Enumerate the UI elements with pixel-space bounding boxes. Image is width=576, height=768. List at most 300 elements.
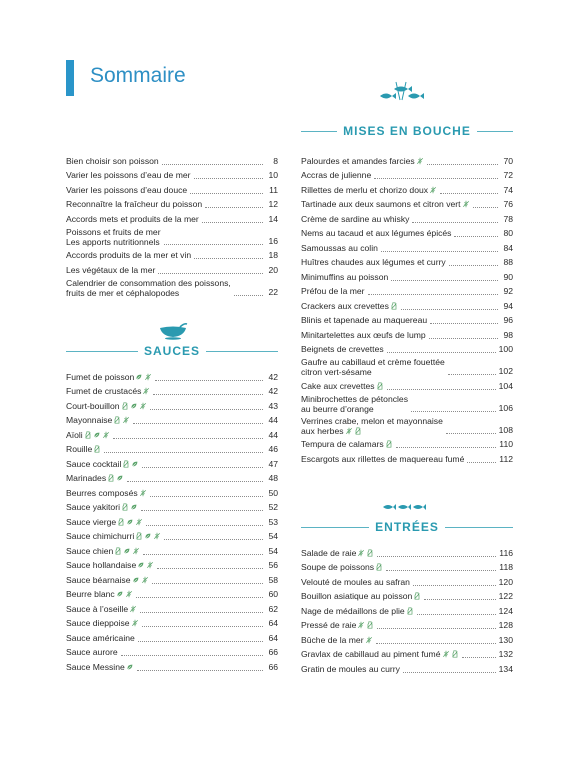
no-lactose-icon bbox=[121, 503, 129, 511]
dot-leader bbox=[401, 309, 498, 310]
toc-entry bbox=[301, 647, 513, 662]
toc-entry-page: 42 bbox=[268, 371, 278, 382]
dot-leader bbox=[164, 539, 263, 540]
toc-entry-page: 96 bbox=[503, 315, 513, 325]
toc-entry bbox=[66, 277, 278, 299]
sauces-heading bbox=[66, 344, 278, 358]
heading-rule bbox=[66, 351, 138, 352]
toc-entry-page: 44 bbox=[268, 415, 278, 425]
entrees-section bbox=[301, 545, 513, 676]
no-lactose-icon bbox=[366, 621, 374, 629]
no-lactose-icon bbox=[413, 592, 421, 600]
no-gluten-icon bbox=[416, 157, 424, 165]
dot-leader bbox=[138, 641, 263, 642]
dot-leader bbox=[121, 655, 263, 656]
toc-entry-label: Bien choisir son poisson bbox=[66, 155, 159, 166]
toc-entry-label: Nems au tacaud et aux légumes épicés bbox=[301, 228, 452, 238]
toc-entry-label: Minimuffins au poisson bbox=[301, 271, 389, 282]
sauces-heading-text: SAUCES bbox=[144, 344, 201, 358]
toc-entry-page: 110 bbox=[499, 439, 513, 449]
dot-leader bbox=[427, 164, 498, 165]
dot-leader bbox=[133, 423, 263, 424]
toc-entry-page: 16 bbox=[268, 235, 278, 246]
toc-entry bbox=[301, 298, 513, 313]
toc-entry bbox=[66, 211, 278, 226]
toc-entry bbox=[301, 168, 513, 183]
toc-entry-page: 22 bbox=[268, 286, 278, 297]
no-gluten-icon bbox=[144, 373, 152, 381]
toc-entry-label: Sauce Messine bbox=[66, 662, 134, 673]
dot-leader bbox=[391, 280, 498, 281]
toc-entry-label: Nage de médaillons de plie bbox=[301, 606, 414, 617]
dot-leader bbox=[377, 628, 495, 629]
toc-entry bbox=[66, 442, 278, 457]
leaf-icon bbox=[144, 532, 152, 540]
entrees-heading bbox=[301, 520, 513, 534]
toc-entry-label: Reconnaître la fraîcheur du poisson bbox=[66, 199, 203, 209]
dot-leader bbox=[150, 409, 263, 410]
dot-leader bbox=[113, 438, 263, 439]
heading-rule bbox=[477, 131, 513, 132]
dot-leader bbox=[386, 570, 496, 571]
toc-entry-label: Verrines crabe, melon et mayonnaise aux herbes bbox=[301, 415, 443, 436]
dot-leader bbox=[462, 657, 496, 658]
toc-entry bbox=[66, 543, 278, 558]
dot-leader bbox=[413, 585, 496, 586]
toc-entry-label: Aïoli bbox=[66, 430, 110, 441]
toc-entry-label: Minitartelettes aux œufs de lump bbox=[301, 329, 426, 340]
toc-entry-page: 80 bbox=[503, 228, 513, 238]
page-title: Sommaire bbox=[90, 64, 186, 87]
toc-entry-page: 70 bbox=[503, 155, 513, 166]
no-lactose-icon bbox=[113, 416, 121, 424]
toc-entry-page: 130 bbox=[498, 634, 513, 645]
leaf-icon bbox=[116, 474, 124, 482]
dot-leader bbox=[205, 207, 263, 208]
no-gluten-icon bbox=[146, 561, 154, 569]
toc-entry bbox=[66, 645, 278, 660]
toc-entry-page: 46 bbox=[268, 444, 278, 454]
toc-entry bbox=[66, 514, 278, 529]
toc-entry-page: 56 bbox=[268, 560, 278, 570]
dot-leader bbox=[141, 510, 263, 511]
toc-entry bbox=[301, 255, 513, 270]
leaf-icon bbox=[130, 402, 138, 410]
toc-entry-label: Gravlax de cabillaud au piment fumé bbox=[301, 649, 459, 660]
toc-entry-label: Sauce chien bbox=[66, 546, 140, 557]
mises-section bbox=[301, 153, 513, 466]
toc-entry bbox=[301, 226, 513, 241]
toc-entry bbox=[301, 661, 513, 676]
toc-entry bbox=[301, 603, 513, 618]
toc-entry-page: 116 bbox=[499, 547, 513, 558]
toc-entry-page: 124 bbox=[498, 605, 513, 616]
dot-leader bbox=[448, 374, 496, 375]
leaf-icon bbox=[132, 576, 140, 584]
leaf-icon bbox=[123, 547, 131, 555]
dot-leader bbox=[412, 222, 498, 223]
toc-entry-page: 10 bbox=[268, 170, 278, 180]
dot-leader bbox=[202, 222, 263, 223]
toc-entry-page: 92 bbox=[503, 286, 513, 296]
toc-entry bbox=[301, 437, 513, 452]
toc-entry bbox=[301, 393, 513, 415]
toc-entry-label: Bouillon asiatique au poisson bbox=[301, 591, 421, 602]
no-gluten-icon bbox=[462, 200, 470, 208]
toc-entry bbox=[66, 601, 278, 616]
toc-entry-page: 98 bbox=[503, 329, 513, 340]
title-accent-bar bbox=[66, 60, 74, 96]
toc-entry-label: Accras de julienne bbox=[301, 170, 372, 180]
dot-leader bbox=[194, 258, 263, 259]
toc-entry-page: 53 bbox=[268, 516, 278, 527]
toc-entry-label: Sauce américaine bbox=[66, 632, 135, 643]
dot-leader bbox=[411, 411, 496, 412]
toc-entry bbox=[66, 427, 278, 442]
leaf-icon bbox=[126, 518, 134, 526]
toc-entry bbox=[301, 153, 513, 168]
no-lactose-icon bbox=[107, 474, 115, 482]
toc-entry-label: Beurres composés bbox=[66, 488, 147, 499]
no-lactose-icon bbox=[390, 302, 398, 310]
no-gluten-icon bbox=[132, 547, 140, 555]
toc-entry bbox=[301, 378, 513, 393]
toc-entry-page: 42 bbox=[268, 386, 278, 396]
toc-entry-label: Poissons et fruits de mer Les apports nutritionnels bbox=[66, 226, 161, 247]
toc-entry bbox=[301, 560, 513, 575]
toc-entry bbox=[301, 327, 513, 342]
toc-entry-label: Les végétaux de la mer bbox=[66, 264, 156, 275]
no-lactose-icon bbox=[385, 440, 393, 448]
dot-leader bbox=[449, 265, 498, 266]
no-lactose-icon bbox=[84, 431, 92, 439]
no-lactose-icon bbox=[117, 518, 125, 526]
dot-leader bbox=[153, 394, 263, 395]
toc-entry-page: 84 bbox=[503, 242, 513, 253]
toc-entry bbox=[66, 456, 278, 471]
no-gluten-icon bbox=[365, 636, 373, 644]
no-lactose-icon bbox=[114, 547, 122, 555]
no-lactose-icon bbox=[451, 650, 459, 658]
leaf-icon bbox=[135, 373, 143, 381]
toc-entry-page: 74 bbox=[503, 184, 513, 195]
toc-entry bbox=[66, 168, 278, 183]
dot-leader bbox=[467, 462, 496, 463]
dot-leader bbox=[152, 583, 264, 584]
no-gluten-icon bbox=[345, 427, 353, 435]
toc-entry-label: Crackers aux crevettes bbox=[301, 301, 398, 312]
intro-section bbox=[66, 153, 278, 299]
dot-leader bbox=[454, 236, 498, 237]
heading-rule bbox=[445, 527, 513, 528]
toc-entry bbox=[66, 616, 278, 631]
toc-entry-label: Sauce chimichurri bbox=[66, 531, 161, 542]
intro-list bbox=[66, 153, 278, 299]
no-gluten-icon bbox=[135, 518, 143, 526]
toc-entry-label: Rillettes de merlu et chorizo doux bbox=[301, 185, 437, 196]
toc-entry-label: Marinades bbox=[66, 473, 124, 484]
no-lactose-icon bbox=[375, 563, 383, 571]
leaf-icon bbox=[137, 561, 145, 569]
heading-rule bbox=[301, 527, 369, 528]
toc-entry-page: 118 bbox=[499, 562, 513, 572]
toc-entry-page: 122 bbox=[498, 591, 513, 601]
dot-leader bbox=[142, 467, 263, 468]
leaf-icon bbox=[130, 503, 138, 511]
toc-entry-page: 78 bbox=[503, 213, 513, 224]
toc-entry-label: Crème de sardine au whisky bbox=[301, 213, 410, 224]
toc-entry-page: 54 bbox=[268, 531, 278, 541]
toc-entry-label: Sauce dieppoise bbox=[66, 618, 139, 629]
no-lactose-icon bbox=[376, 382, 384, 390]
dot-leader bbox=[440, 193, 498, 194]
toc-entry bbox=[301, 182, 513, 197]
toc-entry-page: 100 bbox=[498, 344, 513, 354]
dot-leader bbox=[162, 164, 263, 165]
no-gluten-icon bbox=[357, 621, 365, 629]
toc-entry-label: Cake aux crevettes bbox=[301, 381, 384, 392]
toc-entry-label: Soupe de poissons bbox=[301, 562, 383, 573]
toc-entry-page: 134 bbox=[498, 663, 513, 674]
dot-leader bbox=[140, 612, 263, 613]
toc-entry-page: 43 bbox=[268, 400, 278, 411]
toc-entry-page: 11 bbox=[269, 184, 278, 195]
toc-entry-label: Sauce cocktail bbox=[66, 459, 139, 470]
toc-entry-page: 60 bbox=[268, 589, 278, 599]
toc-entry bbox=[66, 659, 278, 674]
toc-entry-label: Gaufre au cabillaud et crème fouettée citron vert-sésame bbox=[301, 357, 445, 377]
toc-entry-page: 48 bbox=[268, 473, 278, 483]
toc-entry-page: 8 bbox=[273, 155, 278, 166]
dot-leader bbox=[381, 251, 498, 252]
toc-entry-label: Sauce vierge bbox=[66, 517, 143, 528]
toc-entry-page: 106 bbox=[498, 402, 513, 413]
dot-leader bbox=[143, 554, 263, 555]
toc-entry-page: 20 bbox=[268, 264, 278, 275]
no-gluten-icon bbox=[139, 489, 147, 497]
mises-list bbox=[301, 153, 513, 466]
no-lactose-icon bbox=[406, 607, 414, 615]
dot-leader bbox=[417, 614, 496, 615]
toc-entry-label: Bûche de la mer bbox=[301, 635, 373, 646]
toc-entry-page: 62 bbox=[268, 603, 278, 614]
toc-entry-page: 66 bbox=[268, 647, 278, 657]
leaf-icon bbox=[93, 431, 101, 439]
toc-entry-label: Sauce à l’oseille bbox=[66, 604, 137, 615]
toc-entry-label: Sauce aurore bbox=[66, 647, 118, 657]
toc-entry-label: Calendrier de consommation des poissons, fruits de mer et céphalopodes bbox=[66, 277, 231, 298]
leaf-icon bbox=[131, 460, 139, 468]
toc-entry bbox=[301, 589, 513, 604]
toc-entry-label: Court-bouillon bbox=[66, 401, 147, 412]
toc-entry bbox=[301, 545, 513, 560]
dot-leader bbox=[155, 380, 263, 381]
no-gluten-icon bbox=[102, 431, 110, 439]
toc-entry-label: Beignets de crevettes bbox=[301, 344, 384, 354]
dot-leader bbox=[137, 670, 263, 671]
no-gluten-icon bbox=[153, 532, 161, 540]
no-gluten-icon bbox=[129, 605, 137, 613]
heading-rule bbox=[206, 351, 278, 352]
toc-entry-label: Tempura de calamars bbox=[301, 439, 393, 450]
entrees-list bbox=[301, 545, 513, 676]
toc-entry-label: Minibrochettes de pétoncles au beurre d’orange bbox=[301, 393, 409, 414]
toc-entry-page: 94 bbox=[503, 300, 513, 311]
toc-entry bbox=[66, 182, 278, 197]
toc-entry bbox=[66, 630, 278, 645]
dot-leader bbox=[376, 643, 496, 644]
dot-leader bbox=[190, 193, 263, 194]
toc-entry-label: Gratin de moules au curry bbox=[301, 663, 400, 674]
toc-entry bbox=[301, 451, 513, 466]
dot-leader bbox=[430, 323, 498, 324]
dot-leader bbox=[396, 447, 497, 448]
dot-leader bbox=[234, 295, 263, 296]
toc-entry-label: Fumet de poisson bbox=[66, 372, 152, 383]
fish-row-icon bbox=[381, 499, 427, 517]
dot-leader bbox=[387, 389, 496, 390]
toc-entry-label: Salade de raie bbox=[301, 548, 374, 559]
dot-leader bbox=[136, 597, 263, 598]
toc-entry bbox=[301, 269, 513, 284]
toc-entry-page: 108 bbox=[498, 424, 513, 435]
toc-entry-page: 76 bbox=[503, 199, 513, 209]
no-gluten-icon bbox=[142, 387, 150, 395]
mises-heading bbox=[301, 124, 513, 138]
dot-leader bbox=[194, 178, 263, 179]
toc-entry-page: 58 bbox=[268, 574, 278, 585]
toc-entry-label: Escargots aux rillettes de maquereau fumé bbox=[301, 453, 465, 464]
toc-entry-page: 12 bbox=[268, 199, 278, 209]
toc-entry-page: 54 bbox=[268, 545, 278, 556]
toc-entry-label: Mayonnaise bbox=[66, 415, 130, 426]
heading-rule bbox=[301, 131, 337, 132]
toc-entry bbox=[301, 632, 513, 647]
toc-entry bbox=[66, 153, 278, 168]
toc-entry-label: Sauce hollandaise bbox=[66, 560, 154, 571]
dot-leader bbox=[387, 352, 496, 353]
dot-leader bbox=[104, 452, 263, 453]
no-lactose-icon bbox=[135, 532, 143, 540]
toc-entry-label: Accords mets et produits de la mer bbox=[66, 213, 199, 224]
toc-entry bbox=[66, 587, 278, 602]
toc-entry-page: 50 bbox=[268, 487, 278, 498]
dot-leader bbox=[158, 273, 263, 274]
toc-entry-label: Pressé de raie bbox=[301, 620, 374, 631]
toc-entry-label: Samoussas au colin bbox=[301, 242, 378, 253]
toc-entry-label: Préfou de la mer bbox=[301, 286, 365, 296]
toc-entry-label: Varier les poissons d’eau de mer bbox=[66, 170, 191, 180]
dot-leader bbox=[377, 556, 496, 557]
toc-entry bbox=[66, 398, 278, 413]
no-gluten-icon bbox=[141, 576, 149, 584]
fish-skewer-icon bbox=[376, 80, 428, 111]
toc-entry-page: 18 bbox=[268, 250, 278, 260]
toc-entry bbox=[66, 558, 278, 573]
dot-leader bbox=[446, 433, 496, 434]
toc-entry-label: Beurre blanc bbox=[66, 589, 133, 600]
toc-entry bbox=[301, 211, 513, 226]
toc-entry-page: 44 bbox=[268, 429, 278, 440]
toc-entry-label: Fumet de crustacés bbox=[66, 386, 150, 397]
toc-entry bbox=[66, 572, 278, 587]
dot-leader bbox=[374, 178, 498, 179]
mises-heading-text: MISES EN BOUCHE bbox=[343, 124, 471, 138]
dot-leader bbox=[424, 599, 495, 600]
toc-entry-page: 112 bbox=[499, 453, 513, 464]
no-gluten-icon bbox=[125, 590, 133, 598]
toc-entry-label: Sauce béarnaise bbox=[66, 575, 149, 586]
no-gluten-icon bbox=[139, 402, 147, 410]
toc-entry-page: 102 bbox=[498, 366, 513, 376]
no-lactose-icon bbox=[93, 445, 101, 453]
toc-entry-page: 47 bbox=[268, 458, 278, 469]
toc-entry-label: Huîtres chaudes aux légumes et curry bbox=[301, 257, 446, 267]
no-gluten-icon bbox=[429, 186, 437, 194]
toc-entry bbox=[66, 262, 278, 277]
sauces-section bbox=[66, 369, 278, 674]
toc-entry bbox=[301, 240, 513, 255]
toc-entry bbox=[66, 248, 278, 263]
dot-leader bbox=[146, 525, 263, 526]
toc-entry-label: Varier les poissons d’eau douce bbox=[66, 184, 188, 195]
toc-entry bbox=[301, 415, 513, 437]
toc-entry-page: 132 bbox=[498, 649, 513, 659]
toc-entry bbox=[301, 342, 513, 357]
toc-entry bbox=[66, 369, 278, 384]
toc-entry-page: 120 bbox=[498, 576, 513, 587]
toc-entry bbox=[301, 356, 513, 378]
dot-leader bbox=[157, 568, 263, 569]
dot-leader bbox=[150, 496, 263, 497]
no-lactose-icon bbox=[366, 549, 374, 557]
toc-entry bbox=[66, 471, 278, 486]
dot-leader bbox=[127, 481, 263, 482]
sauces-list bbox=[66, 369, 278, 674]
toc-entry bbox=[301, 197, 513, 212]
no-gluten-icon bbox=[442, 650, 450, 658]
toc-entry bbox=[66, 197, 278, 212]
toc-entry bbox=[66, 529, 278, 544]
no-gluten-icon bbox=[357, 549, 365, 557]
toc-entry-label: Rouille bbox=[66, 444, 101, 455]
sauce-bowl-icon bbox=[158, 322, 188, 345]
toc-entry-page: 88 bbox=[503, 257, 513, 267]
toc-entry-label: Palourdes et amandes farcies bbox=[301, 156, 424, 167]
toc-entry-page: 14 bbox=[268, 213, 278, 224]
no-gluten-icon bbox=[131, 619, 139, 627]
dot-leader bbox=[164, 244, 263, 245]
dot-leader bbox=[403, 672, 496, 673]
toc-entry bbox=[66, 500, 278, 515]
toc-entry-page: 64 bbox=[268, 618, 278, 628]
no-gluten-icon bbox=[122, 416, 130, 424]
toc-entry bbox=[301, 618, 513, 633]
toc-entry-label: Velouté de moules au safran bbox=[301, 576, 410, 587]
dot-leader bbox=[429, 338, 498, 339]
toc-entry-label: Tartinade aux deux saumons et citron vert bbox=[301, 199, 470, 210]
toc-entry-page: 72 bbox=[503, 170, 513, 180]
leaf-icon bbox=[116, 590, 124, 598]
dot-leader bbox=[473, 207, 498, 208]
leaf-icon bbox=[126, 663, 134, 671]
toc-entry-page: 64 bbox=[268, 632, 278, 643]
toc-entry-label: Accords produits de la mer et vin bbox=[66, 250, 192, 260]
toc-entry bbox=[301, 313, 513, 328]
toc-entry bbox=[66, 226, 278, 248]
toc-entry-page: 66 bbox=[268, 661, 278, 672]
toc-entry-label: Blinis et tapenade au maquereau bbox=[301, 315, 428, 325]
